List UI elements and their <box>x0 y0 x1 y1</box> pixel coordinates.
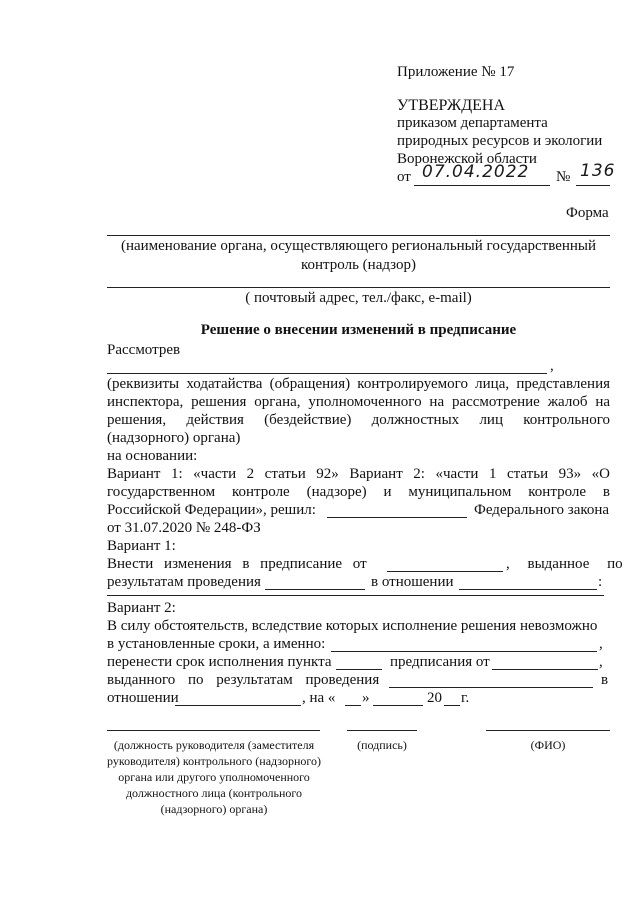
v2-year-fill <box>444 705 460 706</box>
form-label: Форма <box>566 205 609 221</box>
position-caption: (должность руководителя (заместителя руководителя) контрольного (надзорного) органа или другого уполномоченного должностного лица (контрольного (надзорного) органа) <box>107 738 321 816</box>
v1-changes-line <box>107 595 604 596</box>
v1-order-date-fill <box>387 571 503 572</box>
v2-line-3-c: , <box>599 654 603 670</box>
variants-line-3-a: Российской Федерации», решил: <box>107 502 316 518</box>
requisites-line-2: инспектора, решения органа, уполномоченного на рассмотрение жалоб на <box>107 394 610 410</box>
appendix-label: Приложение № 17 <box>397 64 515 80</box>
variants-line-4: от 31.07.2020 № 248-ФЗ <box>107 520 261 536</box>
variants-line-3-b: Федерального закона <box>474 502 610 518</box>
decision-fill-line <box>327 517 467 518</box>
name-caption: (ФИО) <box>530 738 566 752</box>
org-address-line <box>107 287 610 288</box>
org-name-caption: (наименование органа, осуществляющего региональный государственный контроль (надзор) <box>120 238 597 273</box>
name-signature-line <box>486 730 610 731</box>
v2-line-5-a: отношении <box>107 690 179 706</box>
v1-inspection-fill <box>265 589 365 590</box>
v2-line-3-b: предписания от <box>390 654 490 670</box>
order-date-line <box>414 185 550 186</box>
order-number-line <box>576 185 610 186</box>
v1-line-2-b: в отношении <box>371 574 454 590</box>
v1-line-1-a: Внести изменения в предписание от <box>107 556 367 572</box>
v2-line-2-a: в установленные сроки, а именно: <box>107 636 326 652</box>
v2-line-4-b: в <box>601 672 609 688</box>
order-line-2: природных ресурсов и экологии <box>397 133 603 149</box>
v1-line-2-c: : <box>598 574 603 590</box>
order-line-3: Воронежской области <box>397 151 537 167</box>
v2-line-2-b: , <box>599 636 603 652</box>
v2-item-fill <box>336 669 382 670</box>
signature-line <box>347 730 417 731</box>
org-address-caption: ( почтовый адрес, тел./факс, e-mail) <box>245 290 472 306</box>
signature-caption: (подпись) <box>357 738 407 752</box>
variant-1-title: Вариант 1: <box>107 538 176 554</box>
considered-fill-line <box>107 373 547 374</box>
order-line-1: приказом департамента <box>397 115 548 131</box>
order-number: 136 <box>580 161 616 181</box>
v2-line-3-a: перенести срок исполнения пункта <box>107 654 332 670</box>
requisites-line-1: (реквизиты ходатайства (обращения) контролируемого лица, представления <box>107 376 610 392</box>
order-number-label: № <box>556 169 571 185</box>
approved-label: УТВЕРЖДЕНА <box>397 97 506 114</box>
variants-line-2: государственном контроле (надзоре) и муниципальном контроле в <box>107 484 610 500</box>
v2-inspection-fill <box>389 687 593 688</box>
v2-line-5-c: » <box>362 690 370 706</box>
v2-line-4-a: выданного по результатам проведения <box>107 672 380 688</box>
order-from-label: от <box>397 169 411 185</box>
v2-line-5-d: 20 <box>427 690 442 706</box>
variant-2-title: Вариант 2: <box>107 600 176 616</box>
variants-line-1: Вариант 1: «части 2 статьи 92» Вариант 2: «части 1 статьи 93» «О <box>107 466 610 482</box>
basis-label: на основании: <box>107 448 198 464</box>
v2-line-5-e: г. <box>461 690 470 706</box>
requisites-line-4: (надзорного) органа) <box>107 430 241 446</box>
v2-line-1: В силу обстоятельств, вследствие которых исполнение решения невозможно <box>107 618 598 634</box>
document-title: Решение о внесении изменений в предписание <box>200 322 517 338</box>
org-name-line <box>107 235 610 236</box>
v1-subject-fill <box>459 589 597 590</box>
v2-line-5-b: , на « <box>302 690 336 706</box>
v2-circumstances-fill <box>331 651 597 652</box>
v1-line-1-b: , выданное по <box>506 556 623 572</box>
v1-line-2-a: результатам проведения <box>107 574 261 590</box>
v2-day-fill <box>345 705 361 706</box>
v2-order-date-fill <box>492 669 598 670</box>
v2-month-fill <box>373 705 423 706</box>
position-signature-line <box>107 730 320 731</box>
v2-subject-fill <box>175 705 301 706</box>
order-date: 07.04.2022 <box>422 162 530 182</box>
considered-comma: , <box>550 358 554 374</box>
considered-label: Рассмотрев <box>107 342 181 358</box>
requisites-line-3: решения, действия (бездействие) должностных лиц контрольного <box>107 412 610 428</box>
